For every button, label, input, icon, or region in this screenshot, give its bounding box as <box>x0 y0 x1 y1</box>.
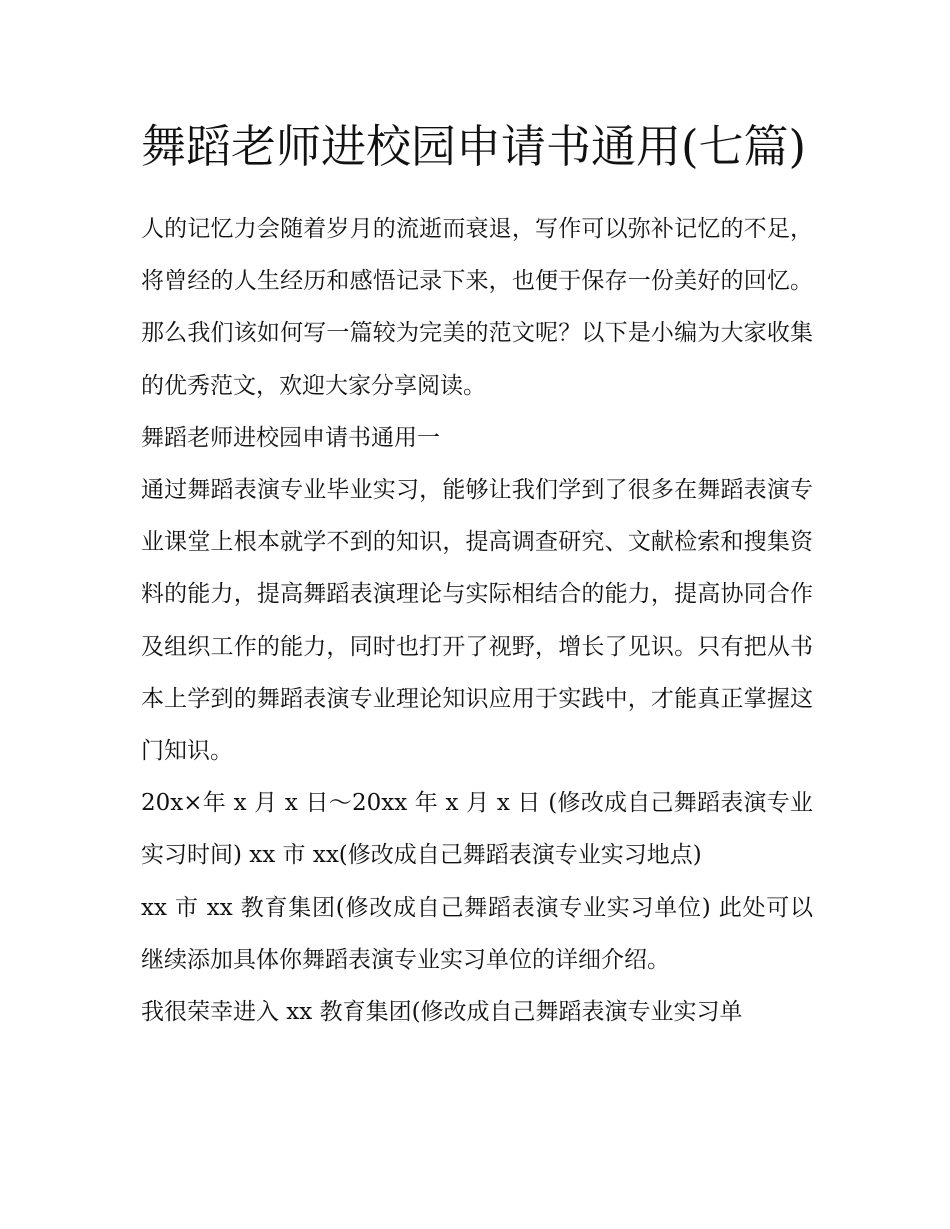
section-heading: 舞蹈老师进校园申请书通用一 <box>141 424 440 451</box>
paragraph-list <box>141 203 813 1038</box>
document-body <box>141 110 813 1038</box>
intro-paragraph: 人的记忆力会随着岁月的流逝而衰退，写作可以弥补记忆的不足，将曾经的人生经历和感悟记录下来，也便于保存一份美好的回忆。那么我们该如何写一篇较为完美的范文呢？以下是小编为大家收集的优秀范文，欢迎大家分享阅读。 <box>141 216 813 399</box>
internship-time-paragraph: 20x×年 x 月 x 日～20xx 年 x 月 x 日 (修改成自己舞蹈表演专业实习时间) xx 市 xx(修改成自己舞蹈表演专业实习地点) <box>141 790 813 869</box>
document-title: 舞蹈老师进校园申请书通用(七篇) <box>141 120 807 173</box>
closing-paragraph: 我很荣幸进入 xx 教育集团(修改成自己舞蹈表演专业实习单 <box>141 999 743 1026</box>
internship-unit-paragraph: xx 市 xx 教育集团(修改成自己舞蹈表演专业实习单位) 此处可以继续添加具体你舞蹈表演专业实习单位的详细介绍。 <box>141 894 813 973</box>
body-paragraph: 通过舞蹈表演专业毕业实习，能够让我们学到了很多在舞蹈表演专业课堂上根本就学不到的知识，提高调查研究、文献检索和搜集资料的能力，提高舞蹈表演理论与实际相结合的能力，提高协同合作及组织工作的能力，同时也打开了视野，增长了见识。只有把从书本上学到的舞蹈表演专业理论知识应用于实践中，才能真正掌握这门知识。 <box>141 477 813 765</box>
